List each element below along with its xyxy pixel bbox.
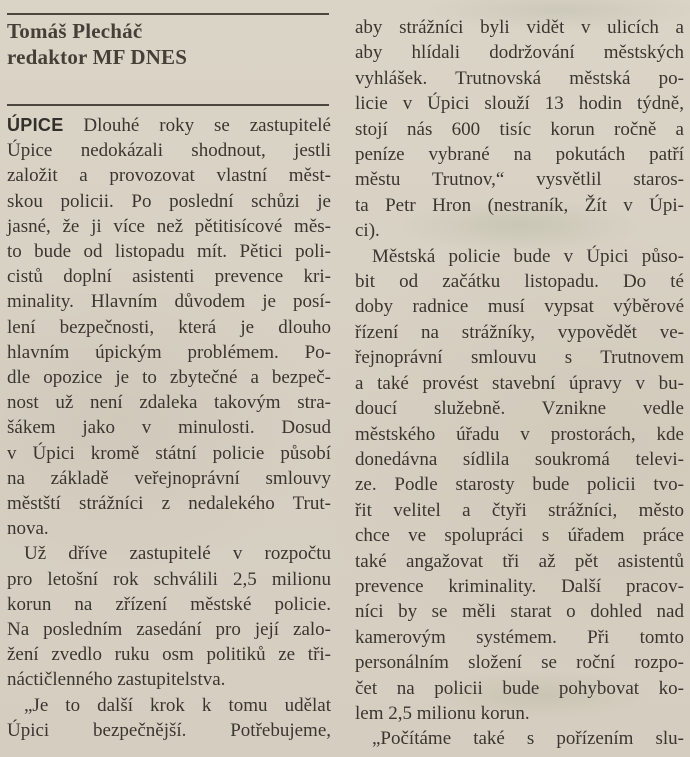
text-line: chce ve spolupráci s úřadem práce: [355, 525, 684, 547]
byline: [7, 18, 331, 70]
article-column-left: [7, 0, 331, 743]
text-line: skou policii. Po poslední schůzi je: [7, 190, 331, 212]
text-line: to bude od listopadu mít. Pětici poli-: [7, 241, 331, 263]
text-line: a také provést stavební úpravy v bu-: [355, 372, 684, 394]
text-line: čet na policii bude pohybovat ko-: [355, 677, 684, 699]
text-line: řízení na strážníky, vypovědět ve-: [355, 321, 684, 343]
text-line: níci by se měli starat o dohled nad: [355, 601, 684, 623]
text-line: peníze vybrané na pokutách patří: [355, 144, 684, 166]
location-lead: ÚPICE: [7, 115, 64, 135]
text-line: minality. Hlavním důvodem je posí-: [7, 291, 331, 313]
text-line: doby radnice musí vypsat výběrové: [355, 296, 684, 318]
text-line: donedávna sídlila soukromá televi-: [355, 448, 684, 470]
text-line: žení zvedlo ruku osm politiků ze tři-: [7, 644, 331, 666]
byline-bottom-rule: [7, 104, 329, 106]
text-line: Úpice nedokázali shodnout, jestli: [7, 140, 331, 162]
text-line: stojí nás 600 tisíc korun ročně a: [355, 118, 684, 140]
text-line: korun na zřízení městské policie.: [7, 593, 331, 615]
text-line: kamerovým systémem. Při tomto: [355, 626, 684, 648]
article-text-left: [7, 113, 331, 743]
text-line: aby strážníci byli vidět v ulicích a: [355, 17, 684, 38]
text-line: cistů doplní asistenti prevence kri-: [7, 266, 331, 288]
text-line: řit velitel a čtyři strážníci, město: [355, 499, 684, 521]
text-line: náctičlenného zastupitelstva.: [7, 669, 226, 691]
text-line: ci).: [355, 220, 380, 242]
text-line: „Je to další krok k tomu udělat: [24, 694, 331, 716]
article-column-right: [355, 0, 684, 752]
text-line: městského úřadu v prostorách, kde: [355, 423, 684, 445]
byline-role: redaktor MF DNES: [7, 45, 188, 69]
text-line: „Počítáme také s pořízením slu-: [372, 728, 684, 750]
text-line: městští strážníci z nedalekého Trut-: [7, 493, 331, 515]
text-line: doucí služebně. Vznikne vedle: [355, 398, 684, 420]
text-line: lem 2,5 milionu korun.: [355, 702, 530, 724]
text-line: řejnoprávní smlouvu s Trutnovem: [355, 347, 684, 369]
text-line: vyhlášek. Trutnovská městská po-: [355, 67, 684, 89]
text-line: lení bezpečnosti, která je dlouho: [7, 316, 331, 338]
text-line: personálním složení se roční rozpo-: [355, 652, 684, 674]
text-line: licie v Úpici slouží 13 hodin týdně,: [355, 93, 684, 115]
text-line: ÚPICE Dlouhé roky se zastupitelé: [7, 115, 331, 136]
article-text-right: [355, 15, 684, 752]
text-line: Na posledním zasedání pro její zalo-: [7, 619, 331, 641]
text-line: založit a provozovat vlastní měst-: [7, 165, 331, 187]
text-line: nova.: [7, 518, 49, 540]
text-line: jasné, že ji více než pětitisícové měs-: [7, 215, 331, 237]
text-line: hlavním úpickým problémem. Po-: [7, 341, 331, 363]
text-line: Úpici bezpečnější. Potřebujeme,: [7, 719, 331, 741]
text-line: pro letošní rok schválili 2,5 milionu: [7, 568, 331, 590]
text-line: v Úpici kromě státní policie působí: [7, 442, 331, 464]
text-line: ta Petr Hron (nestraník, Žít v Úpi-: [355, 194, 684, 216]
text-line: ze. Podle starosty bude policii tvo-: [355, 474, 684, 496]
text-line: městu Trutnov,“ vysvětlil staros-: [355, 169, 684, 191]
text-line: dle opozice je to zbytečné a bezpeč-: [7, 367, 331, 389]
text-line: nost už není zdaleka takovým stra-: [7, 392, 331, 414]
text-line: aby hlídali dodržování městských: [355, 42, 684, 64]
byline-author: Tomáš Plecháč: [7, 19, 143, 43]
text-line: Městská policie bude v Úpici půso-: [372, 245, 684, 267]
byline-top-rule: [7, 13, 329, 15]
text-line: prevence kriminality. Další pracov-: [355, 575, 684, 597]
text-line: šákem jako v minulosti. Dosud: [7, 417, 331, 439]
text-line: bit od začátku listopadu. Do té: [355, 271, 684, 293]
text-line: na základě veřejnoprávní smlouvy: [7, 467, 331, 489]
text-line: také angažovat tři až pět asistentů: [355, 550, 684, 572]
text-line: Už dříve zastupitelé v rozpočtu: [24, 543, 331, 565]
